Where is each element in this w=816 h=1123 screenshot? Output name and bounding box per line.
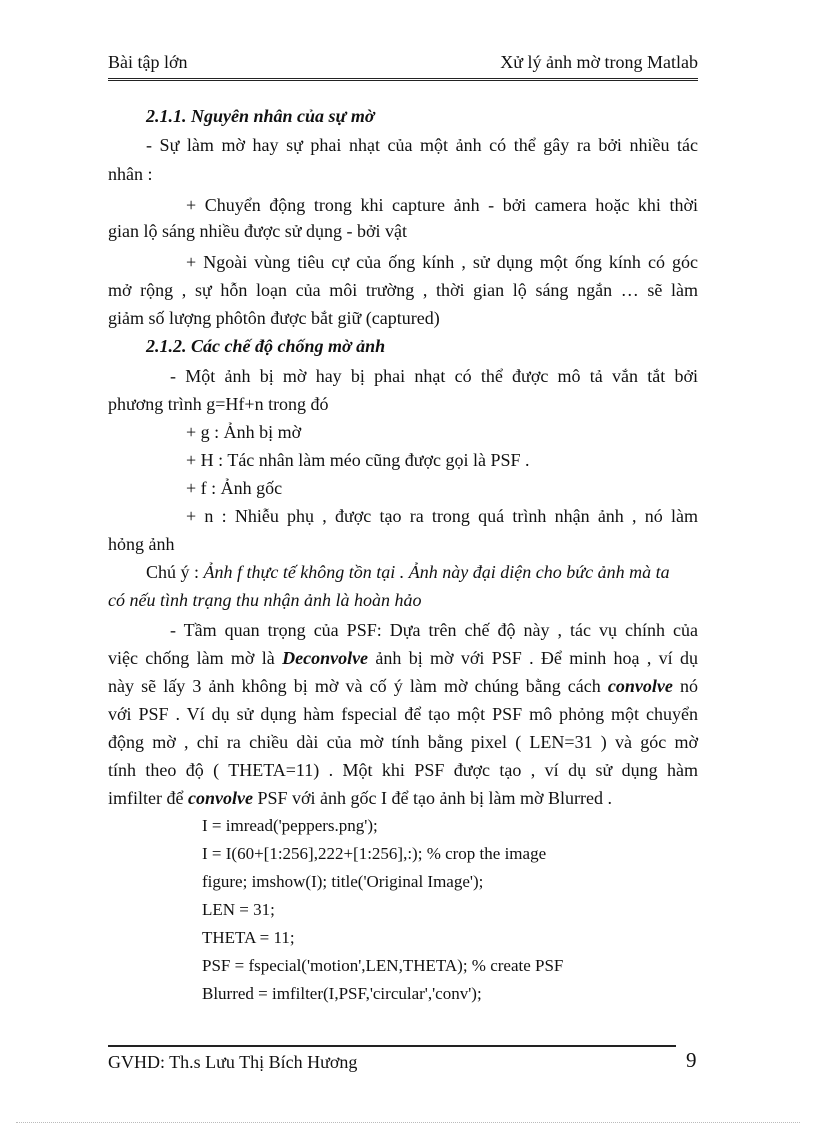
- list-item: + f : Ảnh gốc: [186, 478, 283, 498]
- footer-divider: [108, 1045, 676, 1047]
- code-line: THETA = 11;: [202, 928, 295, 947]
- code-line: I = I(60+[1:256],222+[1:256],:); % crop the image: [202, 844, 547, 863]
- header-left: Bài tập lớn: [108, 52, 188, 72]
- footer-text: GVHD: Th.s Lưu Thị Bích Hương: [108, 1052, 358, 1072]
- list-item: + g : Ảnh bị mờ: [186, 422, 302, 442]
- bullet-line: gian lộ sáng nhiều được sử dụng - bởi vật: [108, 221, 408, 241]
- code-line: LEN = 31;: [202, 900, 275, 919]
- paragraph-line: - Tầm quan trọng của PSF: Dựa trên chế độ này , tác vụ chính của: [170, 620, 698, 640]
- paragraph-line: - Một ảnh bị mờ hay bị phai nhạt có thể được mô tả vắn tắt bởi: [170, 366, 698, 386]
- code-line: figure; imshow(I); title('Original Image');: [202, 872, 484, 891]
- code-line: PSF = fspecial('motion',LEN,THETA); % create PSF: [202, 956, 564, 975]
- header-right: Xử lý ảnh mờ trong Matlab: [500, 52, 698, 72]
- list-item: + n : Nhiễu phụ , được tạo ra trong quá trình nhận ảnh , nó làm: [186, 506, 698, 526]
- paragraph-line: phương trình g=Hf+n trong đó: [108, 394, 329, 414]
- bullet-line: mở rộng , sự hỗn loạn của môi trường , thời gian lộ sáng ngắn … sẽ làm: [108, 280, 698, 300]
- paragraph-line: - Sự làm mờ hay sự phai nhạt của một ảnh có thể gây ra bởi nhiều tác: [146, 135, 698, 155]
- note-line: [146, 562, 670, 583]
- emphasis-convolve: convolve: [187, 788, 253, 808]
- bullet-line: + Chuyển động trong khi capture ảnh - bởi camera hoặc khi thời: [186, 195, 698, 215]
- note-text: Ảnh f thực tế không tồn tại . Ảnh này đại diện cho bức ảnh mà ta: [203, 562, 670, 582]
- page-header: [108, 52, 698, 81]
- paragraph-line: nhân :: [108, 164, 153, 184]
- list-item: + H : Tác nhân làm méo cũng được gọi là PSF .: [186, 450, 530, 470]
- bullet-line: giảm số lượng phôtôn được bắt giữ (captured): [108, 308, 440, 328]
- code-line: I = imread('peppers.png');: [202, 816, 378, 835]
- emphasis-convolve: convolve: [607, 676, 673, 696]
- paragraph-line: động mờ , chỉ ra chiều dài của mờ tính bằng pixel ( LEN=31 ) và góc mờ: [108, 732, 698, 752]
- paragraph-line: tính theo độ ( THETA=11) . Một khi PSF được tạo , ví dụ sử dụng hàm: [108, 760, 698, 780]
- note-line: có nếu tình trạng thu nhận ảnh là hoàn hảo: [108, 590, 422, 610]
- paragraph-line: này sẽ lấy 3 ảnh không bị mờ và cố ý làm mờ chúng bằng cách convolve nó: [108, 676, 698, 696]
- heading-2-1-2: 2.1.2. Các chế độ chống mờ ảnh: [146, 336, 386, 356]
- paragraph-line: với PSF . Ví dụ sử dụng hàm fspecial để tạo một PSF mô phỏng một chuyển: [108, 704, 698, 724]
- code-line: Blurred = imfilter(I,PSF,'circular','conv');: [202, 984, 482, 1003]
- paragraph-line: imfilter để convolve PSF với ảnh gốc I để tạo ảnh bị làm mờ Blurred .: [108, 788, 612, 808]
- emphasis-deconvolve: Deconvolve: [282, 648, 369, 668]
- list-item: hỏng ảnh: [108, 534, 175, 554]
- note-label: Chú ý :: [146, 562, 204, 582]
- page-number: 9: [686, 1048, 697, 1072]
- heading-2-1-1: 2.1.1. Nguyên nhân của sự mờ: [146, 106, 375, 126]
- bullet-line: + Ngoài vùng tiêu cự của ống kính , sử dụng một ống kính có góc: [186, 252, 698, 272]
- paragraph-line: việc chống làm mờ là Deconvolve ảnh bị mờ với PSF . Để minh hoạ , ví dụ: [108, 648, 698, 668]
